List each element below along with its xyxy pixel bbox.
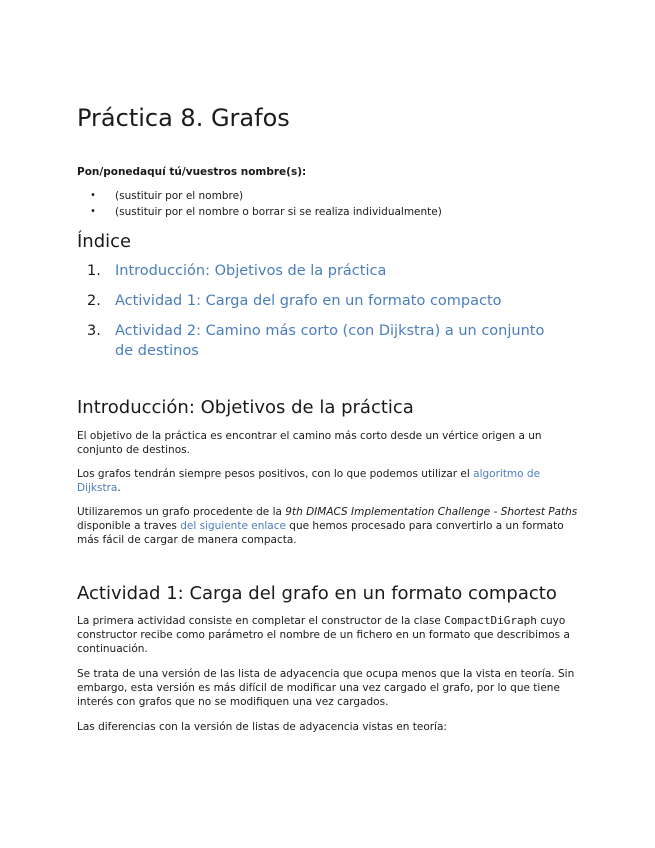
toc-heading: Índice [77,231,132,252]
intro-paragraph-1: El objetivo de la práctica es encontrar el camino más corto desde un vértice origen a un conjunto de destinos. [77,430,542,456]
intro-paragraph-2 [77,467,582,495]
toc-item-actividad-1 [87,292,557,312]
page-title: Práctica 8. Grafos [77,104,290,132]
text-span: La primera actividad consiste en completar el constructor de la clase [77,615,445,627]
toc-item-intro [87,262,557,282]
author-item: • (sustituir por el nombre) [90,188,442,204]
text-span: Los grafos tendrán siempre pesos positivos, con lo que podemos utilizar el [77,468,474,480]
text-span: disponible a traves [77,520,181,532]
toc-item-number: 2. [87,293,101,309]
author-item: • (sustituir por el nombre o borrar si se realiza individualmente) [90,204,442,220]
dataset-link[interactable]: del siguiente enlace [180,520,286,532]
toc-item-actividad-2 [87,322,557,361]
actividad-1-paragraph-3: Las diferencias con la versión de listas de adyacencia vistas en teoría: [77,721,447,733]
dimacs-title: 9th DIMACS Implementation Challenge - Shortest Paths [285,506,578,518]
toc-link-actividad-1[interactable]: Actividad 1: Carga del grafo en un formato compacto [115,293,502,309]
actividad-1-paragraph-1 [77,614,582,656]
text-span: Utilizaremos un grafo procedente de la [77,506,286,518]
intro-heading: Introducción: Objetivos de la práctica [77,397,414,418]
table-of-contents [87,262,557,372]
toc-item-number: 1. [87,263,101,279]
dijkstra-link[interactable]: algoritmo de Dijkstra [77,468,541,494]
actividad-1-heading: Actividad 1: Carga del grafo en un formato compacto [77,583,557,604]
intro-paragraph-3 [77,505,582,547]
toc-item-number: 3. [87,323,101,339]
actividad-1-paragraph-2: Se trata de una versión de las lista de adyacencia que ocupa menos que la vista en teoría. Sin embargo, esta versión es más difícil de modificar una vez cargado el grafo, por lo que tiene interés con grafos que no se modifiquen una vez cargados. [77,668,575,708]
authors-list [90,188,442,220]
authors-label: Pon/ponedaquí tú/vuestros nombre(s): [77,166,307,178]
text-span: . [117,482,121,494]
toc-link-actividad-2[interactable]: Actividad 2: Camino más corto (con Dijkstra) a un conjunto de destinos [115,323,545,359]
toc-link-intro[interactable]: Introducción: Objetivos de la práctica [115,263,387,279]
text-span: que hemos procesado para convertirlo a un formato más fácil de cargar de manera compacta. [77,520,564,546]
text-span: cuyo constructor recibe como parámetro el nombre de un fichero en un formato que describimos a continuación. [77,615,570,655]
class-name-code: CompactDiGraph [444,614,537,627]
